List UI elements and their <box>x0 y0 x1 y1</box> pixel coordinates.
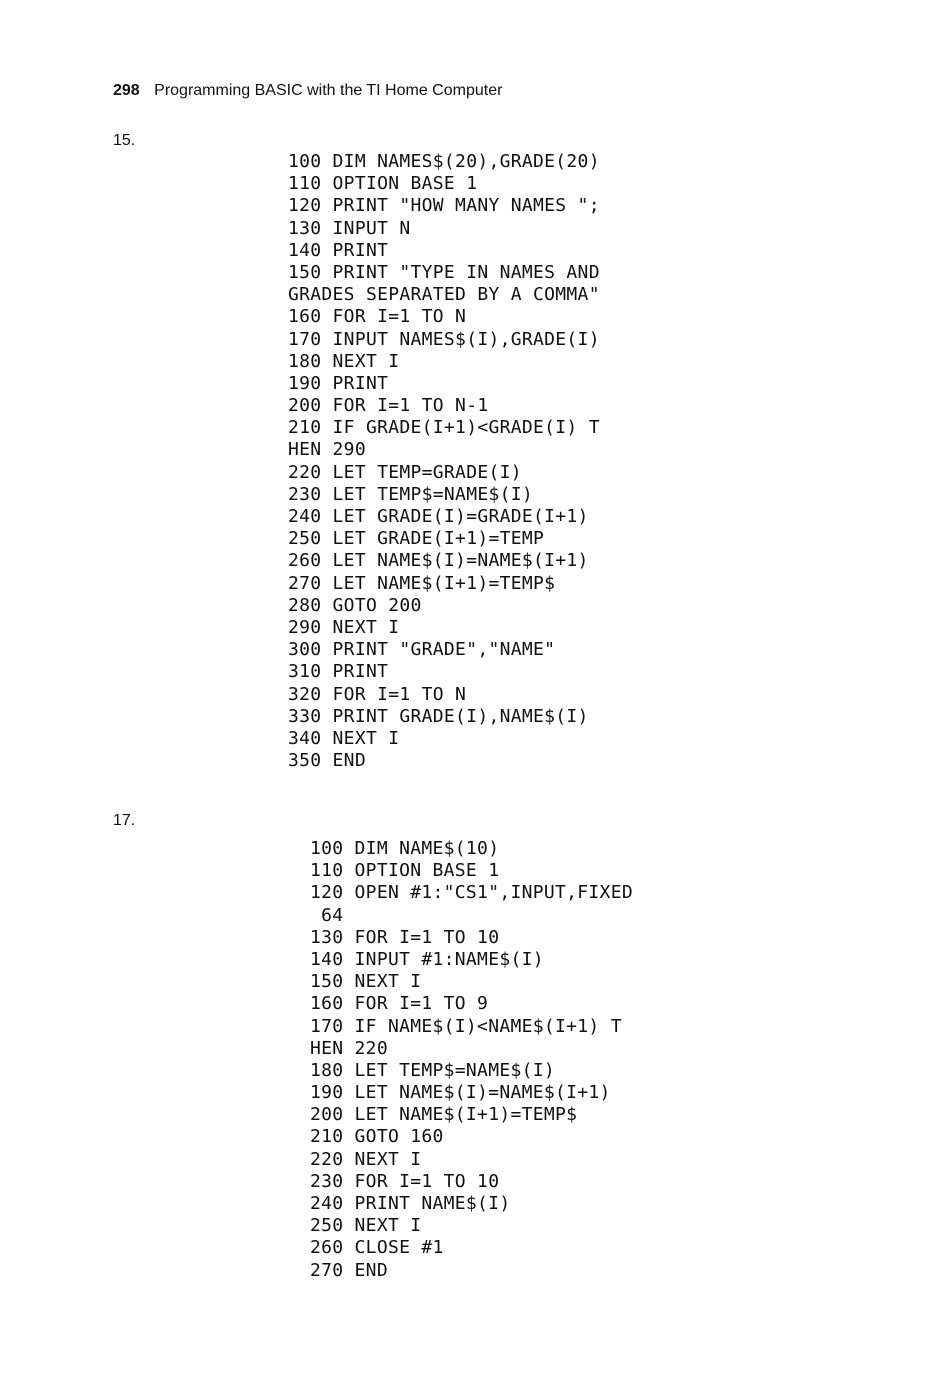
code-line: GRADES SEPARATED BY A COMMA" <box>288 284 600 306</box>
code-line: 270 END <box>310 1259 388 1281</box>
code-line: 140 INPUT #1:NAME$(I) <box>310 948 544 970</box>
code-line: 190 PRINT <box>288 372 389 394</box>
code-line: 320 FOR I=1 TO N <box>288 683 467 705</box>
page-number: 298 <box>113 82 140 99</box>
code-line: 240 LET GRADE(I)=GRADE(I+1) <box>288 506 589 527</box>
code-line: 230 LET TEMP$=NAME$(I) <box>288 483 534 505</box>
code-line: 220 LET TEMP=GRADE(I) <box>288 461 522 483</box>
code-line: 160 FOR I=1 TO 9 <box>310 993 489 1015</box>
code-line: 100 DIM NAME$(10) <box>310 838 500 859</box>
problem-number: 15. <box>113 132 136 149</box>
code-line: 210 GOTO 160 <box>310 1126 444 1148</box>
code-line: 240 PRINT NAME$(I) <box>310 1193 511 1214</box>
code-listing <box>310 838 633 1282</box>
code-line: 160 FOR I=1 TO N <box>288 306 467 328</box>
code-line: 300 PRINT "GRADE","NAME" <box>288 639 556 661</box>
code-line: 210 IF GRADE(I+1)<GRADE(I) T <box>288 417 600 439</box>
code-line: 110 OPTION BASE 1 <box>310 860 500 882</box>
code-listing <box>288 151 600 772</box>
code-line: 270 LET NAME$(I+1)=TEMP$ <box>288 572 556 594</box>
code-line: HEN 290 <box>288 439 366 461</box>
code-line: 260 LET NAME$(I)=NAME$(I+1) <box>288 550 589 572</box>
code-line: 200 LET NAME$(I+1)=TEMP$ <box>310 1104 578 1126</box>
code-line: 130 FOR I=1 TO 10 <box>310 926 500 948</box>
code-line: 180 NEXT I <box>288 350 400 372</box>
code-line: 230 FOR I=1 TO 10 <box>310 1170 500 1192</box>
code-line: 140 PRINT <box>288 239 389 261</box>
code-line: 150 NEXT I <box>310 971 422 993</box>
code-line: HEN 220 <box>310 1037 388 1059</box>
code-line: 350 END <box>288 750 366 772</box>
code-line: 280 GOTO 200 <box>288 594 422 616</box>
code-line: 330 PRINT GRADE(I),NAME$(I) <box>288 705 589 727</box>
code-line: 290 NEXT I <box>288 616 400 638</box>
code-line: 190 LET NAME$(I)=NAME$(I+1) <box>310 1082 611 1104</box>
code-line: 130 INPUT N <box>288 217 411 239</box>
problem-number: 17. <box>113 812 136 829</box>
code-line: 120 PRINT "HOW MANY NAMES "; <box>288 195 600 217</box>
page-header <box>113 82 502 100</box>
code-line: 250 LET GRADE(I+1)=TEMP <box>288 528 545 550</box>
code-line: 170 IF NAME$(I)<NAME$(I+1) T <box>310 1015 622 1037</box>
code-line: 150 PRINT "TYPE IN NAMES AND <box>288 261 600 283</box>
code-line: 250 NEXT I <box>310 1215 422 1237</box>
code-line: 260 CLOSE #1 <box>310 1237 444 1259</box>
page-title: Programming BASIC with the TI Home Computer <box>154 82 503 99</box>
code-line: 64 <box>310 904 344 926</box>
code-line: 310 PRINT <box>288 661 389 683</box>
code-line: 100 DIM NAMES$(20),GRADE(20) <box>288 151 600 172</box>
code-line: 110 OPTION BASE 1 <box>288 173 478 195</box>
code-line: 220 NEXT I <box>310 1148 422 1170</box>
code-line: 180 LET TEMP$=NAME$(I) <box>310 1059 556 1081</box>
code-line: 340 NEXT I <box>288 727 400 749</box>
code-line: 170 INPUT NAMES$(I),GRADE(I) <box>288 328 600 350</box>
code-line: 120 OPEN #1:"CS1",INPUT,FIXED <box>310 882 633 904</box>
code-line: 200 FOR I=1 TO N-1 <box>288 395 489 417</box>
